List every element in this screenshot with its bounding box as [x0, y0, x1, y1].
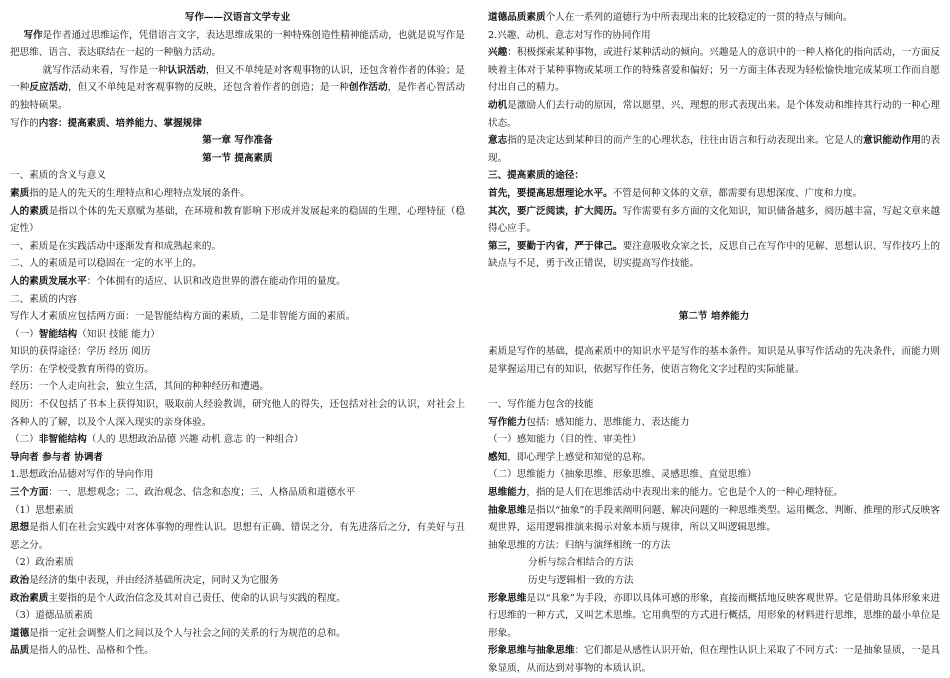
bold-text: 智能结构 — [38, 328, 78, 340]
text-run: （二）思维能力（抽象思维、形象思维、灵感思维、直觉思维） — [488, 469, 757, 481]
right-paragraph — [488, 590, 940, 643]
text-run: ：一、思想观念；二、政治观念、信念和态度；三、人格品质和道德水平 — [48, 487, 356, 499]
bold-text: 人的素质 — [10, 205, 49, 217]
left-paragraph — [10, 361, 465, 379]
bold-text: 政治 — [10, 575, 30, 586]
text-run: 是经济的集中表现，并由经济基础所决定，同时又为它服务 — [29, 575, 279, 586]
text-run: （知识 技能 能力） — [77, 328, 161, 340]
right-paragraph — [488, 642, 940, 677]
left-paragraph — [10, 308, 465, 326]
text-run: 是指人的品性、品格和个性。 — [29, 645, 154, 657]
text-run: 一、素质的含义与意义 — [10, 170, 106, 182]
bold-text: 写作能力 — [488, 416, 527, 428]
bold-text: 感知 — [488, 451, 508, 463]
text-run: 阅历：不仅包括了书本上获得知识，吸取前人经验教训，研究他人的得失，还包括对社会的认识，对社会上各种人的了解，以及个人深入现实的亲身体验。 — [10, 399, 465, 428]
left-paragraph — [10, 273, 465, 291]
text-run: （2）政治素质 — [10, 557, 74, 569]
text-run: 是指以个体的先天禀赋为基础，在环境和教育影响下形成并发展起来的稳固的生理、心理特征（稳定性） — [10, 205, 466, 235]
text-run: 就写作活动来看，写作是一种 — [42, 64, 168, 76]
text-run: 知识的获得途径：学历 经历 阅历 — [10, 346, 151, 358]
text-run: （人的 思想政治品德 兴趣 动机 意志 的一种组合） — [86, 434, 304, 446]
text-run: 写作需要有多方面的文化知识，知识储备越多，阅历越丰富，写起文章来越得心应手。 — [488, 205, 941, 235]
bold-text: 首先，要提高思想理论水平。 — [488, 187, 613, 199]
right-paragraph — [488, 414, 940, 432]
bold-text: 第二节 培养能力 — [678, 311, 750, 323]
right-paragraph — [488, 396, 940, 414]
text-run: 的表现。 — [488, 135, 941, 164]
left-paragraph — [10, 431, 465, 449]
text-run: 学历：在学校受教育所得的资历。 — [10, 363, 154, 375]
text-run: 1.思想政治品德对写作的导向作用 — [10, 469, 154, 481]
text-run: 一、素质是在实践活动中逐渐发育和成熟起来的。 — [10, 240, 222, 252]
bold-text: 第三，要勤于内省，严于律己。 — [488, 240, 623, 252]
right-paragraph — [488, 431, 940, 449]
text-run: 是激励人们去行动的原因，常以愿望、兴、理想的形式表现出来。是个体发动和维持其行动的一种心理状态。 — [488, 99, 941, 129]
right-column — [488, 9, 940, 678]
bold-text: 写作 — [23, 29, 43, 41]
text-run: 二、素质的内容 — [10, 293, 78, 305]
text-run: 是以“具象”为手段，亦即以具体可感的形象，直接而概括地反映客观世界。它是借助具体形象来进行思维的一种方式，又叫艺术思维。它用典型的方式进行概括，用形象的材料进行思维，思维的最小单位是形象。 — [488, 592, 940, 639]
right-paragraph — [488, 449, 940, 467]
text-run: 抽象思维的方法：归纳与演绎相统一的方法 — [488, 539, 671, 551]
left-paragraph — [10, 625, 465, 643]
bold-text: 写作——汉语言文学专业 — [184, 12, 291, 23]
left-paragraph — [10, 255, 465, 273]
text-run: 包括：感知能力、思维能力、表达能力 — [526, 416, 690, 428]
right-paragraph — [488, 291, 940, 309]
right-paragraph — [488, 572, 940, 590]
left-paragraph — [10, 9, 465, 27]
text-run: ，指的是人们在思维活动中表现出来的能力。它也是个人的一种心理特征。 — [526, 487, 843, 499]
text-run: ，即心理学上感觉和知觉的总称。 — [507, 451, 652, 463]
left-paragraph — [10, 238, 465, 256]
right-paragraph — [488, 484, 940, 502]
left-paragraph — [10, 326, 465, 344]
bold-text: 三个方面 — [10, 487, 49, 499]
text-run: 个人在一系列的道德行为中所表现出来的比较稳定的一贯的特点与倾向。 — [545, 12, 853, 23]
text-run: 指的是决定达到某种目的而产生的心理状态，往往由语言和行动表现出来。它是人的 — [507, 135, 864, 147]
bold-text: 意识能动作用 — [863, 135, 921, 147]
bold-text: 人的素质发展水平 — [10, 275, 87, 287]
bold-text: 形象思维与抽象思维 — [488, 645, 575, 657]
bold-text: 抽象思维 — [488, 504, 527, 516]
left-paragraph — [10, 115, 465, 133]
bold-text: 道德 — [10, 627, 30, 639]
left-paragraph — [10, 27, 465, 62]
bold-text: 非智能结构 — [38, 434, 87, 446]
right-paragraph — [488, 132, 940, 167]
bold-text: 反应活动 — [29, 82, 69, 94]
text-run: 历史与逻辑相一致的方法 — [528, 575, 634, 586]
bold-text: 内容：提高素质、培养能力、掌握规律 — [38, 117, 202, 129]
left-column — [10, 9, 465, 660]
bold-text: 三、提高素质的途径： — [488, 170, 584, 182]
text-run: 是指人们在社会实践中对客体事物的理性认识。思想有正确、错误之分，有先进落后之分，有美好与丑恶之分。 — [10, 522, 466, 551]
left-paragraph — [10, 150, 465, 168]
text-run: 写作人才素质应包括两方面：一是智能结构方面的素质，二是非智能方面的素质。 — [10, 311, 356, 323]
text-run: （3）道德品质素质 — [10, 610, 93, 622]
right-paragraph — [488, 97, 940, 132]
left-paragraph — [10, 167, 465, 185]
bold-text: 政治素质 — [10, 592, 49, 604]
bold-text: 形象思维 — [488, 592, 527, 604]
left-paragraph — [10, 519, 465, 554]
text-run: 指的是人的先天的生理特点和心理特点发展的条件。 — [29, 187, 250, 199]
left-paragraph — [10, 554, 465, 572]
text-run: ，但又不单纯是对客观事物的认识，还包含着作者的体验；是一种 — [10, 64, 466, 94]
text-run: （一）感知能力（目的性、审美性） — [488, 434, 642, 446]
left-paragraph — [10, 203, 465, 238]
text-run: （一） — [10, 328, 39, 340]
bold-text: 第一章 写作准备 — [202, 135, 273, 147]
text-run: 是指一定社会调整人们之间以及个人与社会之间的关系的行为规范的总和。 — [29, 627, 346, 639]
text-run: 2.兴趣、动机、意志对写作的协同作用 — [488, 29, 651, 41]
bold-text: 导向者 参与者 协调者 — [10, 451, 104, 463]
text-run: 是作者通过思维运作，凭借语言文字，表达思维成果的一种特殊创造性精神能活动，也就是说写作是把思维、语言、表达联结在一起的一种脑力活动。 — [10, 29, 466, 59]
left-paragraph — [10, 185, 465, 203]
text-run: ，但又不单纯是对客观事物的反映，还包含着作者的创造；是一种 — [68, 82, 349, 94]
text-run: ：个体拥有的适应、认识和改造世界的潜在能动作用的量度。 — [86, 275, 346, 287]
text-run: ，是作者心智活动的独特硕果。 — [10, 82, 466, 111]
bold-text: 意志 — [488, 135, 508, 147]
text-run: 不管是何种文体的文章，都需要有思想深度、广度和力度。 — [612, 187, 863, 199]
bold-text: 认识活动 — [167, 64, 206, 76]
bold-text: 创作活动 — [348, 82, 388, 94]
bold-text: 品质 — [10, 645, 30, 657]
left-paragraph — [10, 132, 465, 150]
bold-text: 道德品质素质 — [488, 12, 546, 23]
left-paragraph — [10, 607, 465, 625]
right-paragraph — [488, 537, 940, 555]
right-paragraph — [488, 502, 940, 537]
bold-text: 思想 — [10, 522, 30, 534]
text-run: 二、人的素质是可以稳固在一定的水平上的。 — [10, 258, 202, 270]
right-paragraph — [488, 326, 940, 344]
left-paragraph — [10, 466, 465, 484]
right-paragraph — [488, 9, 940, 27]
left-paragraph — [10, 642, 465, 660]
right-paragraph — [488, 27, 940, 45]
text-run: ：它们都是从感性认识开始，但在理性认识上采取了不同方式：一是抽象显质，一是具象显质，从而达到对事物的本质认识。 — [488, 645, 941, 674]
left-paragraph — [10, 378, 465, 396]
right-paragraph — [488, 554, 940, 572]
right-paragraph — [488, 308, 940, 326]
left-paragraph — [10, 484, 465, 502]
bold-text: 思维能力 — [488, 487, 527, 499]
text-run: 写作的 — [10, 117, 39, 129]
left-paragraph — [10, 502, 465, 520]
left-paragraph — [10, 449, 465, 467]
bold-text: 第一节 提高素质 — [202, 152, 273, 164]
text-run: 主要指的是个人政治信念及其对自己责任、使命的认识与实践的程度。 — [48, 592, 346, 604]
text-run: ：积极探索某种事物，或进行某种活动的倾向。兴趣是人的意识中的一种人格化的指向活动，一方面反映着主体对于某种事物或某项工作的特殊喜爱和偏好；另一方面主体表现为轻松愉快地完成某项工作而自愿付出自己的精力。 — [488, 47, 941, 94]
right-paragraph — [488, 44, 940, 97]
right-paragraph — [488, 203, 940, 238]
left-paragraph — [10, 62, 465, 115]
right-paragraph — [488, 185, 940, 203]
text-run: 一、写作能力包含的技能 — [488, 399, 594, 411]
text-run: （1）思想素质 — [10, 504, 74, 516]
text-run: 分析与综合相结合的方法 — [528, 557, 634, 569]
text-run: 素质是写作的基础，提高素质中的知识水平是写作的基本条件。知识是从事写作活动的先决条件，而能力则是掌握运用已有的知识，依据写作任务，使语言物化文字过程的实际能量。 — [488, 346, 940, 375]
bold-text: 兴趣 — [488, 47, 508, 59]
left-paragraph — [10, 590, 465, 608]
right-paragraph — [488, 378, 940, 396]
left-paragraph — [10, 396, 465, 431]
left-paragraph — [10, 572, 465, 590]
bold-text: 素质 — [10, 187, 30, 199]
right-paragraph — [488, 343, 940, 378]
bold-text: 其次，要广泛阅读，扩大阅历。 — [488, 205, 623, 217]
text-run: 要注意吸收众家之长，反思自己在写作中的见解、思想认识、写作技巧上的缺点与不足，勇于改正错误，切实提高写作技能。 — [488, 240, 941, 270]
right-paragraph — [488, 273, 940, 291]
left-paragraph — [10, 343, 465, 361]
bold-text: 动机 — [488, 99, 508, 111]
left-paragraph — [10, 291, 465, 309]
text-run: 是指以“抽象”的手段来阐明问题、解决问题的一种思维类型。运用概念、判断、推理的形式反映客观世界，运用逻辑推演来揭示对象本质与规律，所以又叫逻辑思维。 — [488, 504, 940, 534]
text-run: （二） — [10, 434, 39, 446]
right-paragraph — [488, 466, 940, 484]
right-paragraph — [488, 167, 940, 185]
right-paragraph — [488, 238, 940, 273]
text-run: 经历：一个人走向社会，独立生活，其间的种种经历和遭遇。 — [10, 381, 270, 393]
